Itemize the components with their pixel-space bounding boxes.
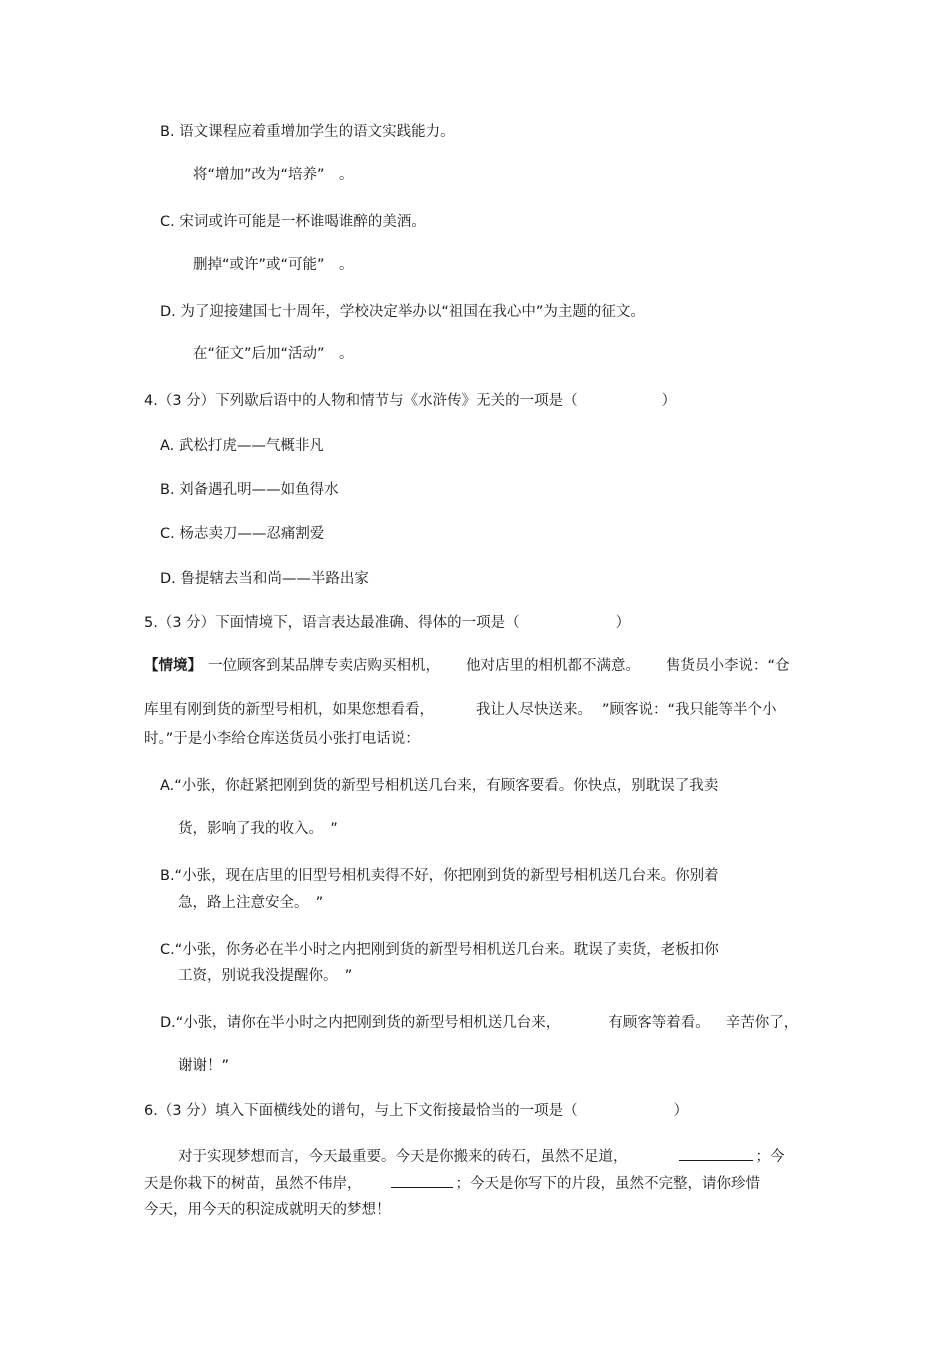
- q4-option-b: B. 刘备遇孔明——如鱼得水: [160, 482, 339, 498]
- q3-option-b: B. 语文课程应着重增加学生的语文实践能力。: [160, 124, 455, 140]
- q3-option-b-fix: 将“增加”改为“培养” 。: [193, 167, 354, 183]
- q6-passage-line-2: [144, 1172, 760, 1194]
- q5-context-line-2: [144, 700, 777, 720]
- q4-option-d: D. 鲁提辖去当和尚——半路出家: [160, 571, 369, 587]
- q5-option-b-line-1: B.“小张，现在店里的旧型号相机卖得不好，你把刚到货的新型号相机送几台来。你别着: [160, 868, 719, 884]
- q5-option-d-line-1: [160, 1013, 798, 1033]
- q5-option-c-line-2: 工资，别说我没提醒你。 ”: [178, 968, 353, 984]
- q5-option-d-line-2: 谢谢！”: [178, 1058, 230, 1074]
- q5-context-line-3: 时。”于是小李给仓库送货员小张打电话说：: [144, 731, 420, 747]
- q5-option-c-line-1: C.“小张，你务必在半小时之内把刚到货的新型号相机送几台来。耽误了卖货，老板扣你: [160, 942, 719, 958]
- q4-option-c: C. 杨志卖刀——忍痛割爱: [160, 526, 325, 542]
- q6-passage-line-3: 今天，用今天的积淀成就明天的梦想！: [144, 1202, 391, 1218]
- q5-option-b-line-2: 急，路上注意安全。 ”: [178, 895, 324, 911]
- q4-stem-close: ）: [661, 393, 677, 409]
- q6-stem-close: ）: [673, 1103, 689, 1119]
- q5-stem-text: 5.（3 分）下面情境下，语言表达最准确、得体的一项是（: [144, 615, 520, 631]
- q3-option-c: C. 宋词或许可能是一杯谁喝谁醉的美酒。: [160, 214, 426, 230]
- q5-option-d-1c: 辛苦你了，: [725, 1015, 799, 1031]
- q6-passage-2a: 天是你栽下的树苗，虽然不伟岸，: [144, 1176, 362, 1192]
- answer-blank-2[interactable]: [391, 1172, 453, 1188]
- q5-context-1a: 一位顾客到某品牌专卖店购买相机，: [208, 658, 440, 674]
- q6-passage-line-1: [178, 1145, 785, 1167]
- q6-passage-2b: ；今天是你写下的片段，虽然不完整，请你珍惜: [455, 1176, 760, 1192]
- answer-blank-1[interactable]: [679, 1145, 753, 1161]
- q6-passage-1a: 对于实现梦想而言，今天最重要。今天是你搬来的砖石，虽然不足道，: [178, 1149, 628, 1165]
- q5-context-line-1: [144, 656, 790, 676]
- q4-stem-text: 4.（3 分）下列歇后语中的人物和情节与《水浒传》无关的一项是（: [144, 393, 578, 409]
- q3-option-d: D. 为了迎接建国七十周年，学校决定举办以“祖国在我心中”为主题的征文。: [160, 304, 645, 320]
- q5-context-2a: 库里有刚到货的新型号相机，如果您想看看，: [144, 702, 434, 718]
- q5-context-1c: 售货员小李说：“仓: [666, 658, 790, 674]
- q4-stem: [144, 391, 676, 411]
- q5-stem: [144, 613, 630, 633]
- q6-passage-1b: ；今: [755, 1149, 785, 1165]
- q6-stem: [144, 1101, 688, 1121]
- q3-option-d-fix: 在“征文”后加“活动” 。: [193, 346, 354, 362]
- q5-option-d-1a: D.“小张，请你在半小时之内把刚到货的新型号相机送几台来，: [160, 1015, 561, 1031]
- q4-option-a: A. 武松打虎——气概非凡: [160, 438, 324, 454]
- q3-option-c-fix: 删掉“或许”或“可能” 。: [193, 257, 354, 273]
- q5-context-tag: 【情境】: [144, 658, 202, 674]
- q5-stem-close: ）: [615, 615, 631, 631]
- q5-option-d-1b: 有顾客等着看。: [608, 1015, 710, 1031]
- q5-option-a-line-1: A.“小张，你赶紧把刚到货的新型号相机送几台来，有顾客要看。你快点，别耽误了我卖: [160, 778, 719, 794]
- q5-context-2c: ”顾客说：“我只能等半个小: [602, 702, 777, 718]
- q5-context-2b: 我让人尽快送来。: [476, 702, 592, 718]
- q6-stem-text: 6.（3 分）填入下面横线处的谱句，与上下文衔接最恰当的一项是（: [144, 1103, 578, 1119]
- q5-context-1b: 他对店里的相机都不满意。: [466, 658, 640, 674]
- q5-option-a-line-2: 货，影响了我的收入。 ”: [178, 821, 338, 837]
